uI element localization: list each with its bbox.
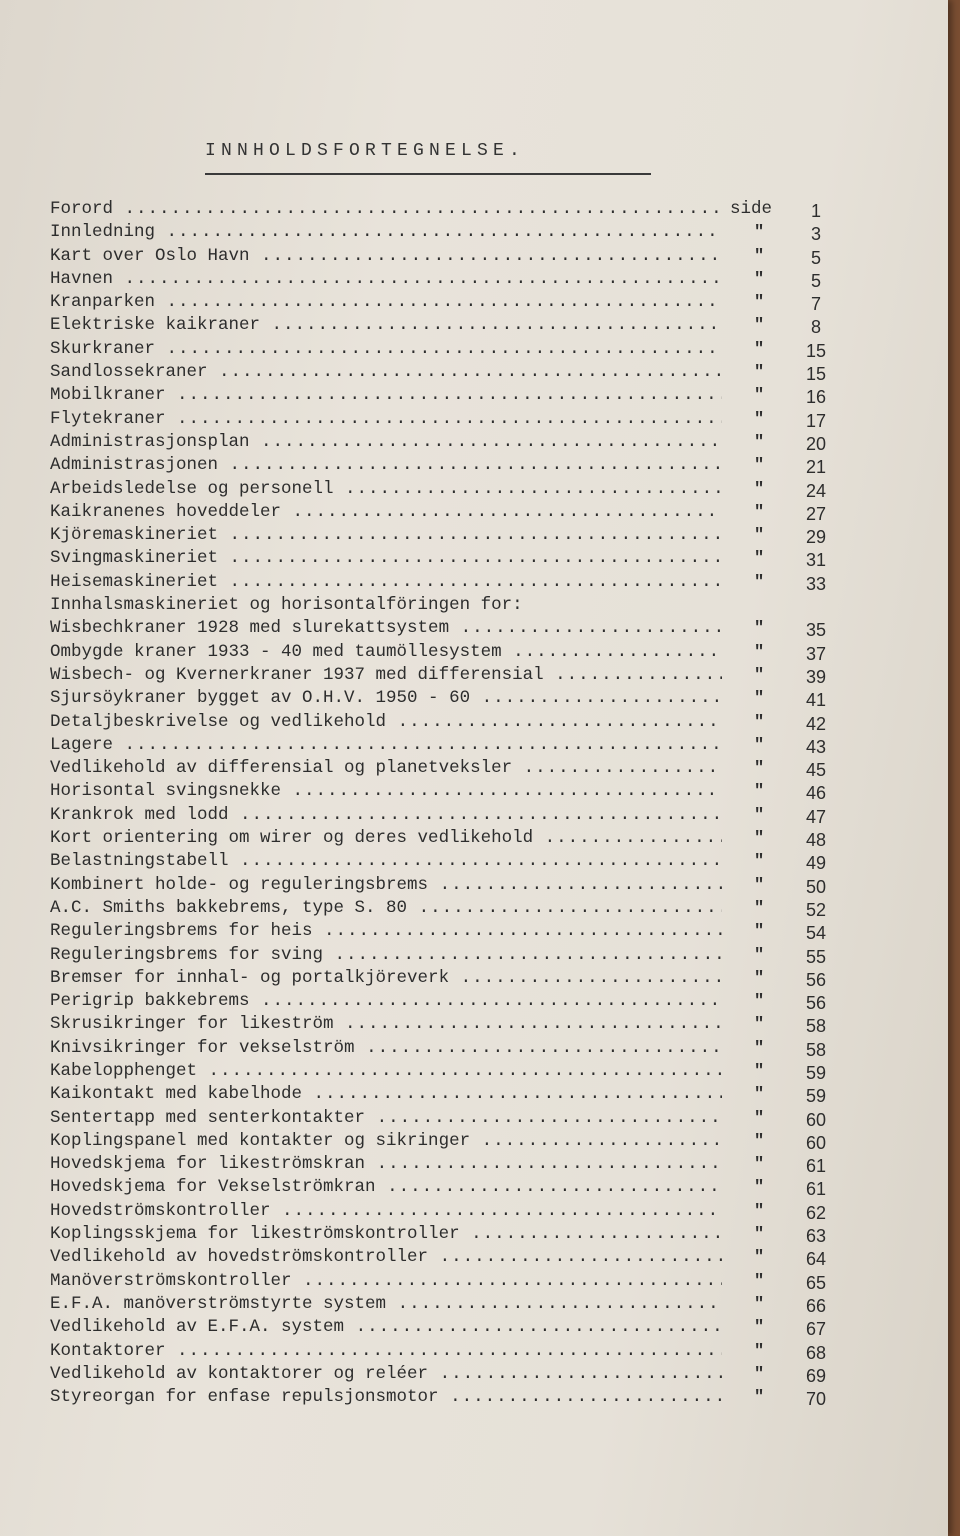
toc-entry-title: Ombygde kraner 1933 - 40 med taumöllesystem ..... xyxy=(50,641,722,664)
toc-entry xyxy=(50,664,850,687)
toc-entry xyxy=(50,268,850,291)
toc-entry xyxy=(50,1107,850,1130)
toc-entry xyxy=(50,1270,850,1293)
toc-entry xyxy=(50,874,850,897)
toc-entry-page-number: 46 xyxy=(805,783,827,804)
ditto-mark: " xyxy=(754,1131,765,1151)
toc-entry xyxy=(50,1223,850,1246)
toc-entry xyxy=(50,198,850,221)
toc-entry-title: Skrusikringer for likeström ..... xyxy=(50,1013,722,1036)
toc-entry-page-number: 37 xyxy=(805,643,827,664)
toc-entry-page-number: 64 xyxy=(805,1249,827,1270)
toc-entry-title: Styreorgan for enfase repulsjonsmotor ..... xyxy=(50,1386,722,1409)
toc-entry xyxy=(50,1386,850,1409)
ditto-mark: " xyxy=(754,992,765,1012)
toc-entry-title: Hovedskjema for likeströmskran ..... xyxy=(50,1153,722,1176)
toc-entry-title: E.F.A. manöverströmstyrte system ..... xyxy=(50,1293,722,1316)
ditto-mark: " xyxy=(754,1061,765,1081)
ditto-mark: " xyxy=(754,269,765,289)
ditto-mark: " xyxy=(754,805,765,825)
toc-entry-page-number: 54 xyxy=(805,923,827,944)
toc-entry-title: Innhalsmaskineriet og horisontalföringen for: xyxy=(50,595,523,616)
toc-entry-title: Administrasjonsplan ..... xyxy=(50,431,722,454)
toc-entry-page-number: 35 xyxy=(805,620,827,641)
toc-entry xyxy=(50,338,850,361)
toc-entry-title: Kjöremaskineriet ..... xyxy=(50,524,722,547)
ditto-mark: " xyxy=(754,968,765,988)
toc-entry-page-number: 63 xyxy=(805,1226,827,1247)
toc-entry-page-number: 7 xyxy=(810,294,821,315)
toc-entry-page-number: 59 xyxy=(805,1062,827,1083)
table-of-contents xyxy=(50,198,850,1409)
toc-entry-title: Belastningstabell ..... xyxy=(50,850,722,873)
toc-entry-page-number: 15 xyxy=(805,364,827,385)
toc-entry-title: Manöverströmskontroller ..... xyxy=(50,1270,722,1293)
toc-entry-page-number: 1 xyxy=(810,201,821,221)
toc-entry xyxy=(50,594,850,617)
title-underline xyxy=(205,173,651,175)
toc-entry-page-number: 27 xyxy=(805,503,827,524)
toc-entry xyxy=(50,757,850,780)
toc-entry-page-number: 33 xyxy=(805,573,827,594)
ditto-mark: " xyxy=(754,1388,765,1408)
toc-entry-title: Arbeidsledelse og personell ..... xyxy=(50,478,722,501)
ditto-mark: " xyxy=(754,898,765,918)
ditto-mark: " xyxy=(754,1201,765,1221)
ditto-mark: " xyxy=(754,549,765,569)
toc-entry xyxy=(50,967,850,990)
toc-entry-title: Bremser for innhal- og portalkjöreverk ..... xyxy=(50,967,722,990)
ditto-mark: " xyxy=(754,502,765,522)
toc-entry-title: Skurkraner ..... xyxy=(50,338,722,361)
side-label: side xyxy=(730,199,773,219)
ditto-mark: " xyxy=(754,432,765,452)
toc-entry-page-number: 61 xyxy=(805,1156,827,1177)
ditto-mark: " xyxy=(754,1341,765,1361)
ditto-mark: " xyxy=(754,1015,765,1035)
toc-entry-title: Forord ..... xyxy=(50,198,722,221)
toc-entry xyxy=(50,454,850,477)
toc-entry-page-number: 55 xyxy=(805,946,827,967)
toc-entry xyxy=(50,734,850,757)
ditto-mark: " xyxy=(754,619,765,639)
toc-entry-title: Innledning ..... xyxy=(50,221,722,244)
toc-entry-title: Heisemaskineriet ..... xyxy=(50,571,722,594)
toc-entry-page-number: 5 xyxy=(810,247,821,268)
toc-entry xyxy=(50,850,850,873)
toc-entry-page-number: 70 xyxy=(805,1389,827,1410)
ditto-mark: " xyxy=(754,339,765,359)
ditto-mark: " xyxy=(754,363,765,383)
toc-entry xyxy=(50,547,850,570)
ditto-mark: " xyxy=(754,712,765,732)
toc-entry-title: Kaikontakt med kabelhode ..... xyxy=(50,1083,722,1106)
toc-entry-title: Kart over Oslo Havn ..... xyxy=(50,245,722,268)
ditto-mark: " xyxy=(754,456,765,476)
toc-entry-page-number: 47 xyxy=(805,806,827,827)
ditto-mark: " xyxy=(754,293,765,313)
toc-entry-title: Svingmaskineriet ..... xyxy=(50,547,722,570)
ditto-mark: " xyxy=(754,665,765,685)
ditto-mark: " xyxy=(754,759,765,779)
ditto-mark: " xyxy=(754,829,765,849)
toc-entry-title: Kombinert holde- og reguleringsbrems ..... xyxy=(50,874,722,897)
toc-entry-title: Reguleringsbrems for sving ..... xyxy=(50,944,722,967)
toc-entry xyxy=(50,804,850,827)
toc-entry-page-number: 5 xyxy=(810,270,821,291)
toc-entry-page-number: 65 xyxy=(805,1272,827,1293)
toc-entry xyxy=(50,1176,850,1199)
ditto-mark: " xyxy=(754,642,765,662)
toc-entry xyxy=(50,1060,850,1083)
toc-entry-page-number: 49 xyxy=(805,853,827,874)
toc-entry xyxy=(50,221,850,244)
toc-entry-page-number: 21 xyxy=(805,457,827,478)
toc-entry-title: Krankrok med lodd ..... xyxy=(50,804,722,827)
toc-entry xyxy=(50,524,850,547)
toc-entry-title: Koplingsskjema for likeströmskontroller ..... xyxy=(50,1223,722,1246)
toc-entry xyxy=(50,687,850,710)
ditto-mark: " xyxy=(754,409,765,429)
toc-entry-page-number: 20 xyxy=(805,433,827,454)
toc-entry-title: Mobilkraner ..... xyxy=(50,384,722,407)
toc-entry-page-number: 24 xyxy=(805,480,827,501)
ditto-mark: " xyxy=(754,1294,765,1314)
toc-entry-page-number: 45 xyxy=(805,760,827,781)
toc-entry-page-number: 52 xyxy=(805,899,827,920)
toc-entry xyxy=(50,361,850,384)
toc-entry-page-number: 56 xyxy=(805,993,827,1014)
ditto-mark: " xyxy=(754,526,765,546)
toc-entry-title: Sentertapp med senterkontakter ..... xyxy=(50,1107,722,1130)
toc-entry-page-number: 60 xyxy=(805,1109,827,1130)
toc-entry-title: Administrasjonen ..... xyxy=(50,454,722,477)
ditto-mark: " xyxy=(754,852,765,872)
toc-entry-page-number: 29 xyxy=(805,527,827,548)
toc-entry xyxy=(50,1200,850,1223)
toc-entry-page-number: 31 xyxy=(805,550,827,571)
toc-entry xyxy=(50,1293,850,1316)
toc-entry xyxy=(50,1340,850,1363)
toc-entry-title: Knivsikringer for vekselström ..... xyxy=(50,1037,722,1060)
toc-entry xyxy=(50,245,850,268)
toc-entry-page-number: 50 xyxy=(805,876,827,897)
toc-entry-page-number: 41 xyxy=(805,690,827,711)
toc-entry-title: Sandlossekraner ..... xyxy=(50,361,722,384)
toc-entry xyxy=(50,1363,850,1386)
toc-entry-title: Sjursöykraner bygget av O.H.V. 1950 - 60 ..... xyxy=(50,687,722,710)
ditto-mark: " xyxy=(754,1318,765,1338)
ditto-mark: " xyxy=(754,1178,765,1198)
toc-entry-page-number: 56 xyxy=(805,969,827,990)
toc-entry-title: Detaljbeskrivelse og vedlikehold ..... xyxy=(50,711,722,734)
ditto-mark: " xyxy=(754,1225,765,1245)
toc-entry-title: Havnen ..... xyxy=(50,268,722,291)
toc-entry xyxy=(50,641,850,664)
toc-entry xyxy=(50,944,850,967)
toc-entry-page-number: 8 xyxy=(810,317,821,338)
ditto-mark: " xyxy=(754,246,765,266)
toc-entry-title: Vedlikehold av E.F.A. system ..... xyxy=(50,1316,722,1339)
ditto-mark: " xyxy=(754,1271,765,1291)
toc-entry-title: Kort orientering om wirer og deres vedlikehold ..... xyxy=(50,827,722,850)
toc-entry xyxy=(50,1246,850,1269)
toc-entry xyxy=(50,571,850,594)
toc-entry-title: Wisbechkraner 1928 med slurekattsystem ..... xyxy=(50,617,722,640)
toc-entry-page-number: 58 xyxy=(805,1039,827,1060)
toc-entry xyxy=(50,1013,850,1036)
toc-entry xyxy=(50,827,850,850)
ditto-mark: " xyxy=(754,945,765,965)
ditto-mark: " xyxy=(754,875,765,895)
toc-entry-title: Hovedskjema for Vekselströmkran ..... xyxy=(50,1176,722,1199)
toc-entry-page-number: 62 xyxy=(805,1202,827,1223)
toc-entry-page-number: 61 xyxy=(805,1179,827,1200)
toc-entry xyxy=(50,314,850,337)
toc-entry-page-number: 17 xyxy=(805,410,827,431)
toc-entry-page-number: 58 xyxy=(805,1016,827,1037)
toc-entry-title: Elektriske kaikraner ..... xyxy=(50,314,722,337)
toc-entry-title: Wisbech- og Kvernerkraner 1937 med differensial ..... xyxy=(50,664,722,687)
toc-entry-page-number: 48 xyxy=(805,830,827,851)
toc-entry-page-number: 59 xyxy=(805,1086,827,1107)
toc-entry-page-number: 66 xyxy=(805,1295,827,1316)
toc-entry xyxy=(50,1037,850,1060)
toc-entry-title: Horisontal svingsnekke ..... xyxy=(50,780,722,803)
toc-entry-title: Hovedströmskontroller ..... xyxy=(50,1200,722,1223)
toc-entry xyxy=(50,431,850,454)
ditto-mark: " xyxy=(754,922,765,942)
toc-entry-page-number: 43 xyxy=(805,736,827,757)
ditto-mark: " xyxy=(754,386,765,406)
ditto-mark: " xyxy=(754,1085,765,1105)
ditto-mark: " xyxy=(754,1248,765,1268)
toc-entry-title: Flytekraner ..... xyxy=(50,408,722,431)
toc-entry xyxy=(50,897,850,920)
ditto-mark: " xyxy=(754,689,765,709)
ditto-mark: " xyxy=(754,223,765,243)
toc-entry xyxy=(50,291,850,314)
toc-entry xyxy=(50,1153,850,1176)
toc-entry xyxy=(50,501,850,524)
toc-entry-page-number: 39 xyxy=(805,666,827,687)
toc-entry-title: Lagere ..... xyxy=(50,734,722,757)
toc-entry-page-number: 16 xyxy=(805,387,827,408)
page-title: INNHOLDSFORTEGNELSE. xyxy=(205,141,526,161)
toc-entry-title: Koplingspanel med kontakter og sikringer ..... xyxy=(50,1130,722,1153)
toc-entry xyxy=(50,1316,850,1339)
toc-entry xyxy=(50,990,850,1013)
toc-entry-page-number: 3 xyxy=(810,224,821,245)
toc-entry xyxy=(50,408,850,431)
toc-entry xyxy=(50,920,850,943)
toc-entry xyxy=(50,711,850,734)
toc-entry xyxy=(50,617,850,640)
ditto-mark: " xyxy=(754,1108,765,1128)
toc-entry-title: Vedlikehold av differensial og planetveksler ..... xyxy=(50,757,722,780)
toc-entry-title: Perigrip bakkebrems ..... xyxy=(50,990,722,1013)
ditto-mark: " xyxy=(754,1038,765,1058)
ditto-mark: " xyxy=(754,316,765,336)
toc-entry-title: Kontaktorer ..... xyxy=(50,1340,722,1363)
toc-entry-page-number: 69 xyxy=(805,1365,827,1386)
toc-entry xyxy=(50,384,850,407)
toc-entry-page-number: 68 xyxy=(805,1342,827,1363)
ditto-mark: " xyxy=(754,782,765,802)
ditto-mark: " xyxy=(754,735,765,755)
toc-entry xyxy=(50,478,850,501)
ditto-mark: " xyxy=(754,479,765,499)
toc-entry xyxy=(50,1130,850,1153)
toc-entry-page-number: 42 xyxy=(805,713,827,734)
ditto-mark: " xyxy=(754,572,765,592)
toc-entry-page-number: 67 xyxy=(805,1319,827,1340)
toc-entry-title: Kabelopphenget ..... xyxy=(50,1060,722,1083)
toc-entry-title: Vedlikehold av hovedströmskontroller ..... xyxy=(50,1246,722,1269)
toc-entry-title: A.C. Smiths bakkebrems, type S. 80 ..... xyxy=(50,897,722,920)
toc-entry xyxy=(50,1083,850,1106)
toc-entry-title: Kranparken ..... xyxy=(50,291,722,314)
ditto-mark: " xyxy=(754,1155,765,1175)
toc-entry-title: Reguleringsbrems for heis ..... xyxy=(50,920,722,943)
toc-entry xyxy=(50,780,850,803)
ditto-mark: " xyxy=(754,1364,765,1384)
toc-entry-title: Vedlikehold av kontaktorer og reléer ..... xyxy=(50,1363,722,1386)
toc-entry-title: Kaikranenes hoveddeler ..... xyxy=(50,501,722,524)
toc-entry-page-number: 60 xyxy=(805,1132,827,1153)
toc-entry-page-number: 15 xyxy=(805,340,827,361)
